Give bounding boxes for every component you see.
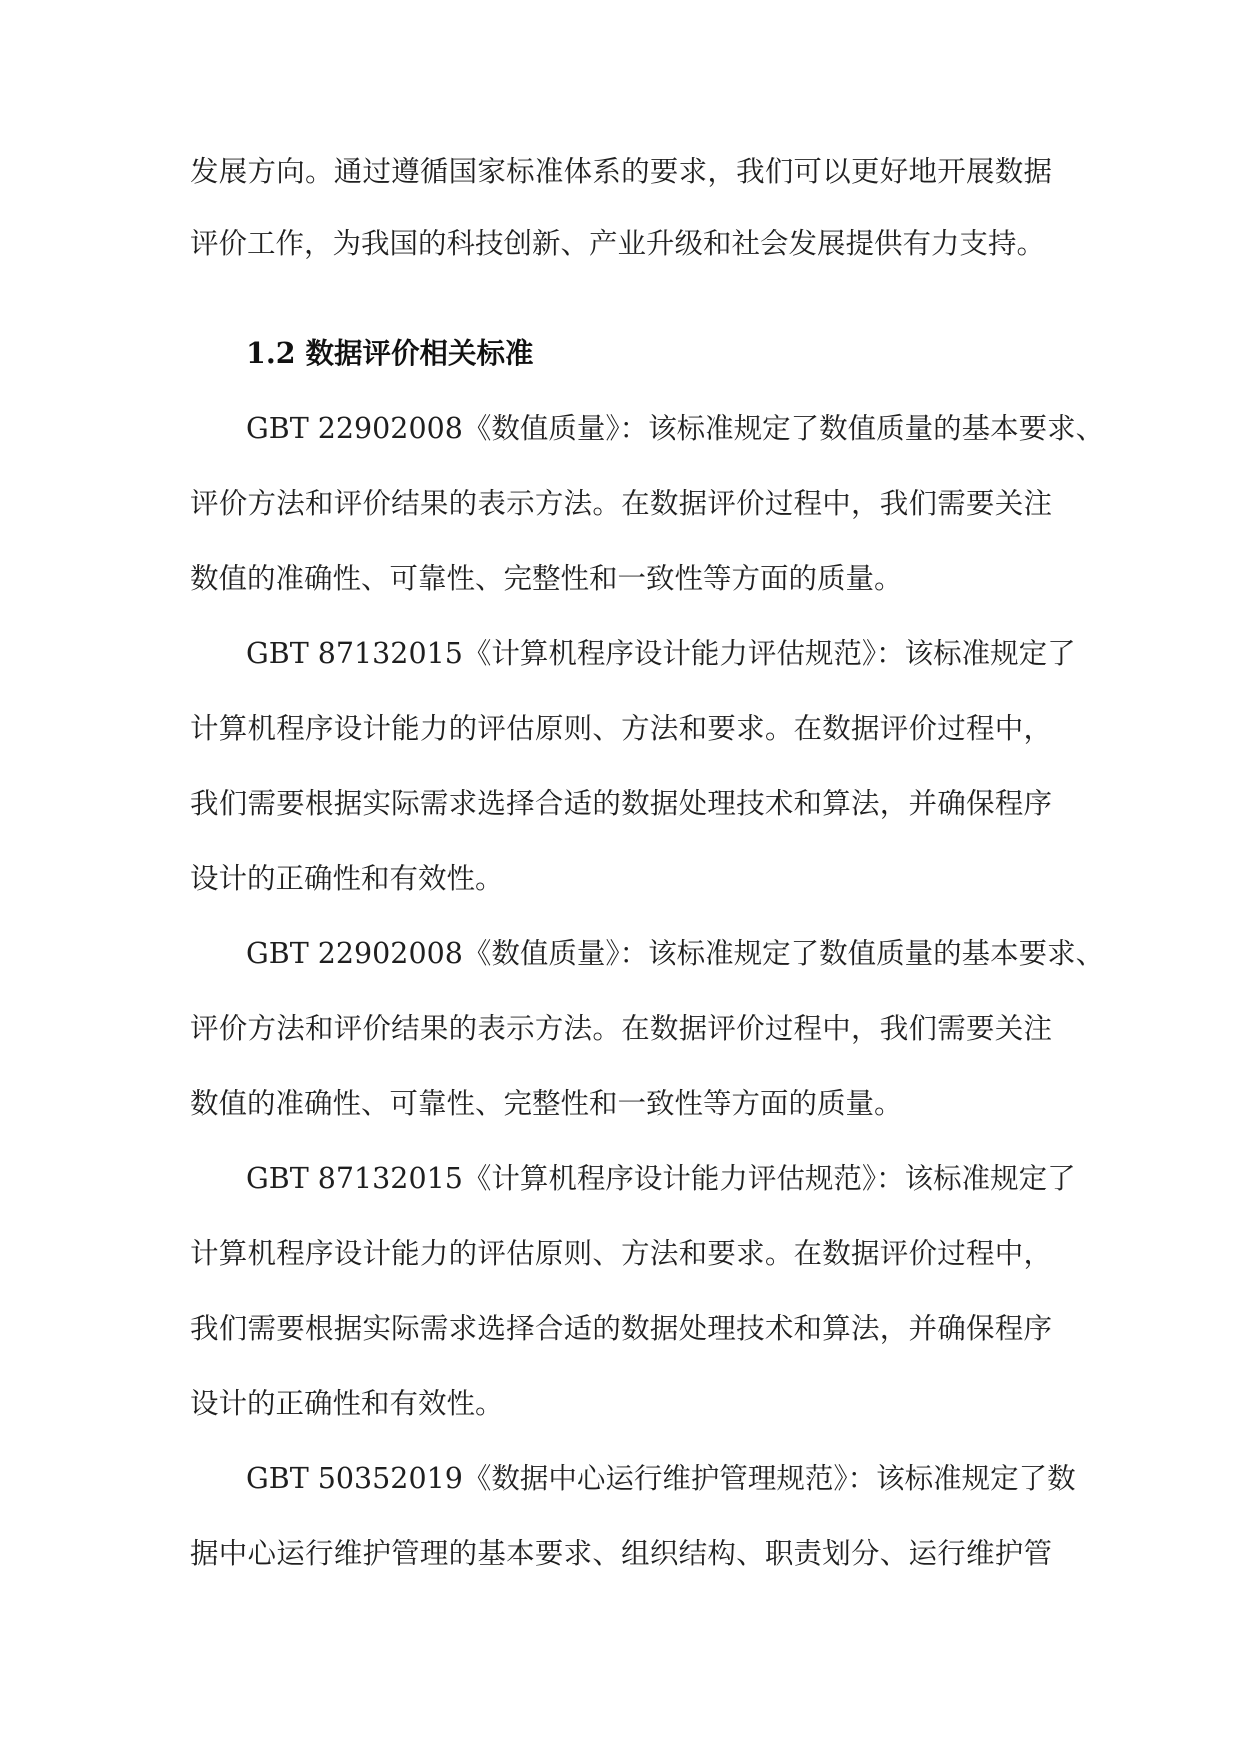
paragraph-line: 数值的准确性、可靠性、完整性和一致性等方面的质量。 [190, 1087, 903, 1120]
paragraph-line: GBT 22902008《数值质量》：该标准规定了数值质量的基本要求、 [246, 937, 1105, 970]
paragraph-line: GBT 87132015《计算机程序设计能力评估规范》：该标准规定了 [246, 1162, 1076, 1195]
paragraph-line: 我们需要根据实际需求选择合适的数据处理技术和算法，并确保程序 [190, 787, 1052, 820]
paragraph-line: 设计的正确性和有效性。 [190, 862, 504, 895]
paragraph-line: 评价方法和评价结果的表示方法。在数据评价过程中，我们需要关注 [190, 1012, 1052, 1045]
paragraph-line: GBT 22902008《数值质量》：该标准规定了数值质量的基本要求、 [246, 412, 1105, 445]
paragraph-line: 据中心运行维护管理的基本要求、组织结构、职责划分、运行维护管 [190, 1537, 1052, 1570]
paragraph-line: GBT 87132015《计算机程序设计能力评估规范》：该标准规定了 [246, 637, 1076, 670]
paragraph-line: 数值的准确性、可靠性、完整性和一致性等方面的质量。 [190, 562, 903, 595]
paragraph-line: GBT 50352019《数据中心运行维护管理规范》：该标准规定了数 [246, 1462, 1076, 1495]
paragraph-line: 评价方法和评价结果的表示方法。在数据评价过程中，我们需要关注 [190, 487, 1052, 520]
section-heading: 1.2 数据评价相关标准 [246, 336, 534, 370]
paragraph-line: 计算机程序设计能力的评估原则、方法和要求。在数据评价过程中， [190, 1237, 1052, 1270]
paragraph-line: 计算机程序设计能力的评估原则、方法和要求。在数据评价过程中， [190, 712, 1052, 745]
paragraph-line: 发展方向。通过遵循国家标准体系的要求，我们可以更好地开展数据 [190, 155, 1052, 188]
paragraph-line: 设计的正确性和有效性。 [190, 1387, 504, 1420]
paragraph-line: 我们需要根据实际需求选择合适的数据处理技术和算法，并确保程序 [190, 1312, 1052, 1345]
paragraph-line: 评价工作，为我国的科技创新、产业升级和社会发展提供有力支持。 [190, 227, 1046, 260]
